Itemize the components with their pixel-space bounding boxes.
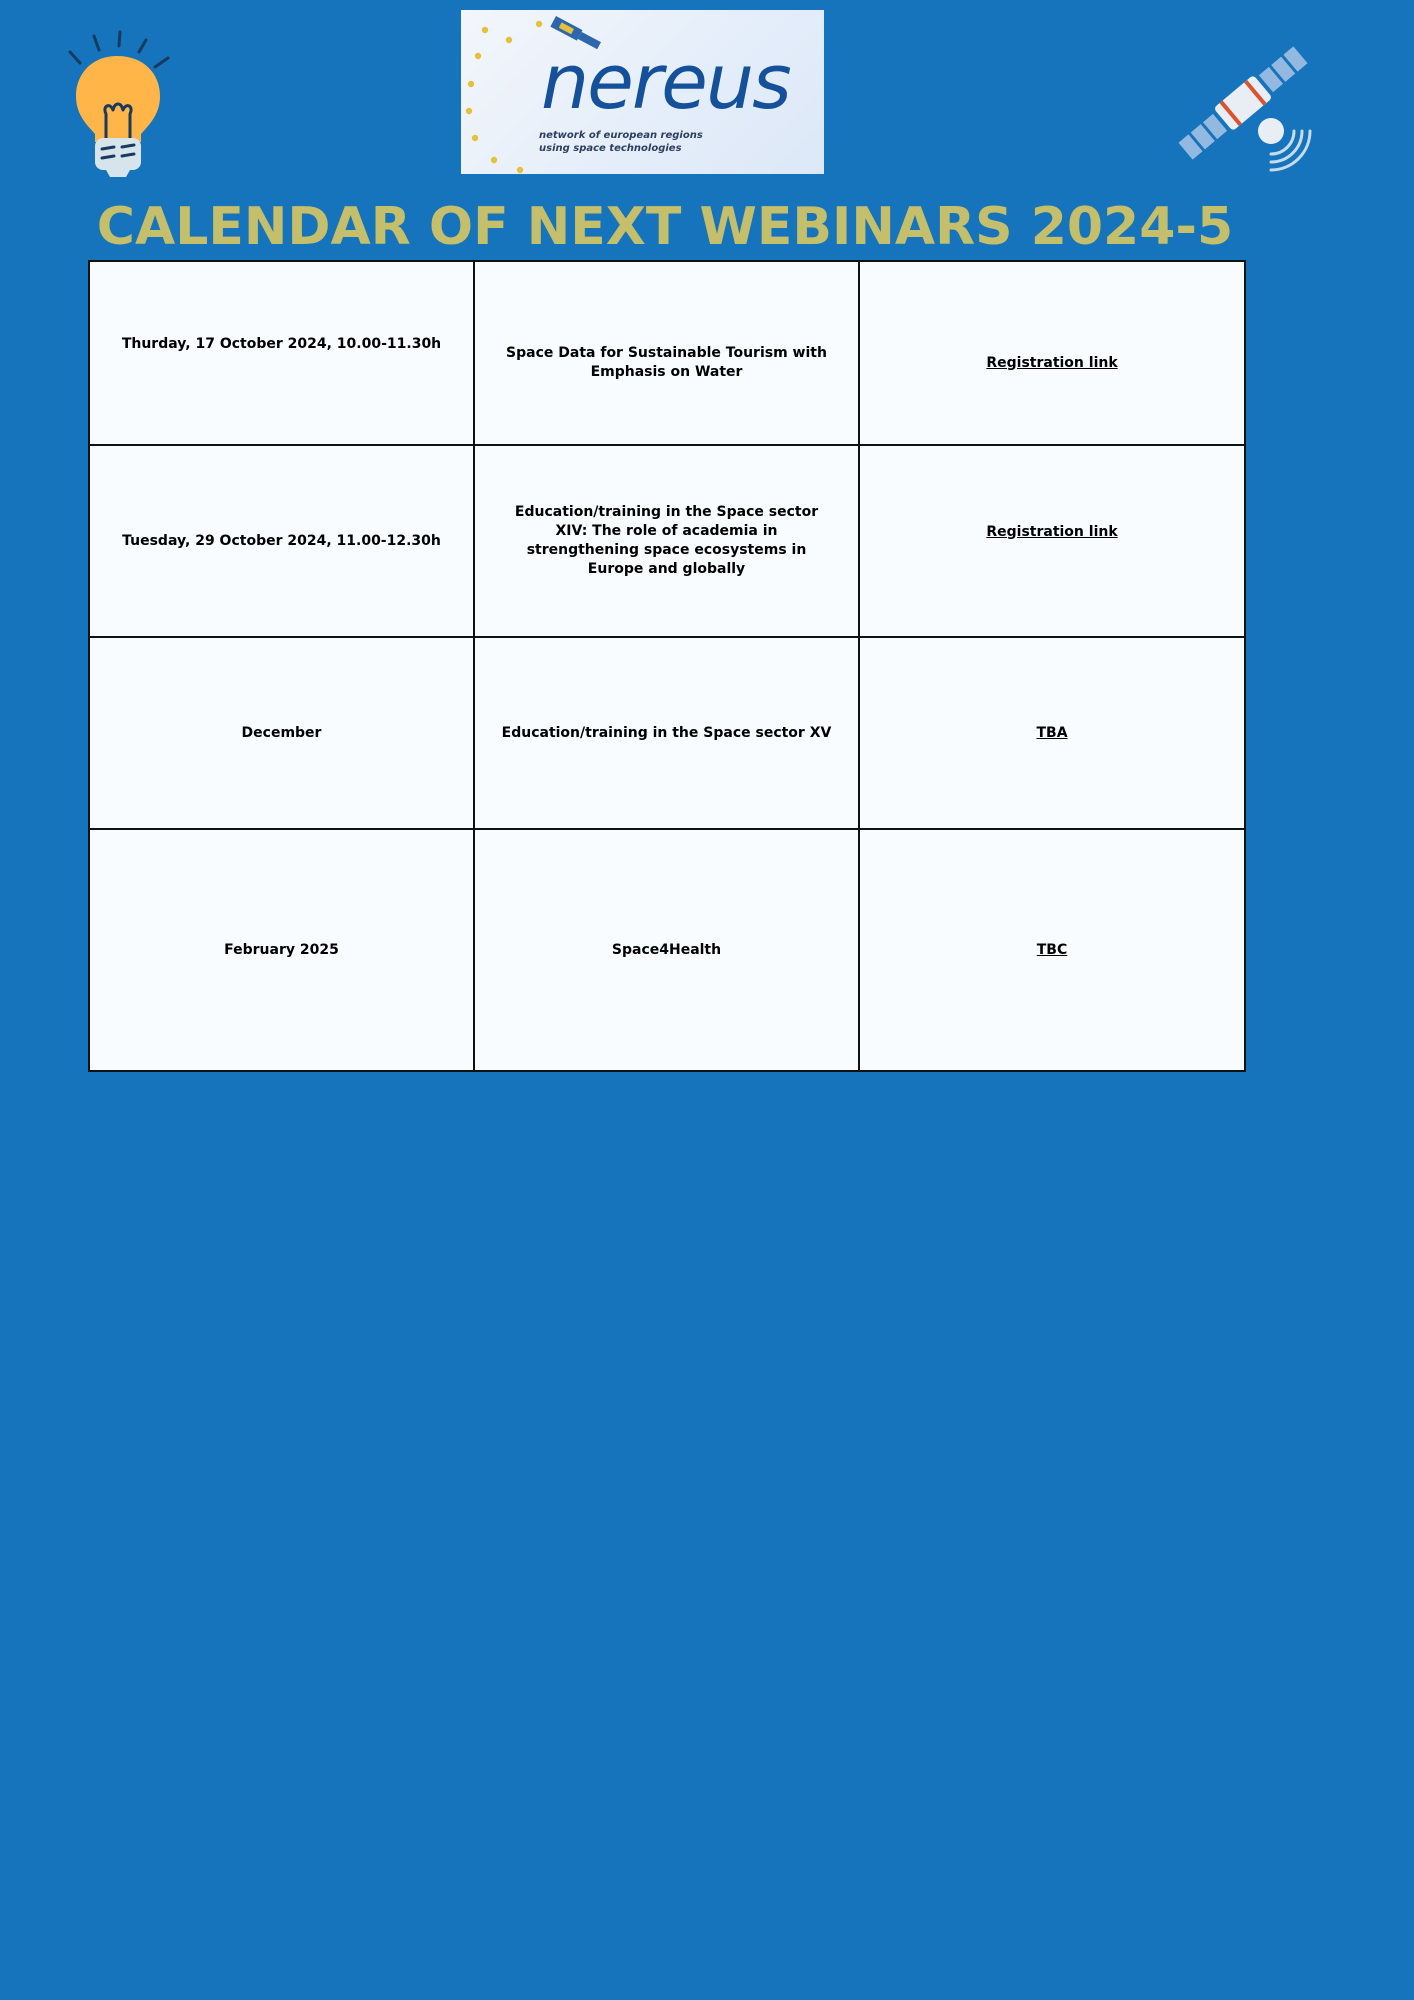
table-row	[89, 445, 1245, 637]
link-cell	[859, 261, 1245, 445]
date-cell	[89, 637, 474, 829]
date-cell	[89, 445, 474, 637]
webinar-date: Thurday, 17 October 2024, 10.00-11.30h	[121, 335, 442, 352]
logo-tagline-line: using space technologies	[539, 143, 682, 154]
topic-cell	[474, 829, 859, 1071]
webinar-date: December	[241, 724, 322, 741]
link-cell	[859, 637, 1245, 829]
table-row	[89, 829, 1245, 1071]
topic-cell	[474, 637, 859, 829]
nereus-logo	[461, 10, 824, 174]
logo-tagline	[539, 129, 779, 155]
satellite-icon	[1168, 28, 1318, 178]
webinar-date: February 2025	[224, 941, 339, 958]
date-cell	[89, 829, 474, 1071]
logo-tagline-line: network of european regions	[539, 130, 703, 141]
tba-link[interactable]: TBA	[1036, 724, 1068, 741]
webinar-topic: Space Data for Sustainable Tourism with Emphasis on Water	[506, 345, 827, 380]
link-cell	[859, 829, 1245, 1071]
link-cell	[859, 445, 1245, 637]
topic-cell	[474, 445, 859, 637]
lightbulb-icon	[64, 30, 174, 180]
webinar-table	[88, 260, 1246, 1072]
logo-wordmark: nereus	[541, 37, 790, 126]
table-row	[89, 261, 1245, 445]
date-cell	[89, 261, 474, 445]
table-row	[89, 637, 1245, 829]
webinar-topic: Education/training in the Space sector XIV: The role of academia in strengthening space ecosystems in Europe and globally	[514, 504, 819, 577]
registration-link[interactable]: Registration link	[986, 523, 1118, 540]
page-title: CALENDAR OF NEXT WEBINARS 2024-5	[96, 197, 1234, 257]
tbc-link[interactable]: TBC	[1036, 941, 1068, 958]
webinar-topic: Education/training in the Space sector XV	[501, 724, 832, 741]
webinar-topic: Space4Health	[611, 941, 722, 958]
registration-link[interactable]: Registration link	[986, 354, 1118, 371]
webinar-date: Tuesday, 29 October 2024, 11.00-12.30h	[122, 532, 441, 549]
topic-cell	[474, 261, 859, 445]
